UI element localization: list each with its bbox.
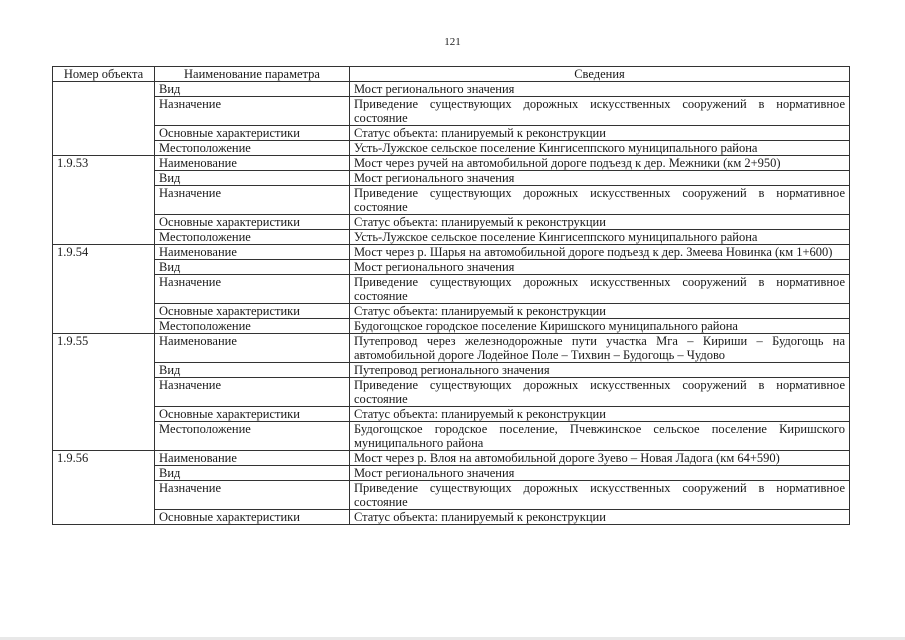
parameter-cell: Наименование [155, 245, 350, 260]
parameter-cell: Вид [155, 260, 350, 275]
table-row [53, 363, 850, 378]
table-row [53, 319, 850, 334]
parameter-cell: Вид [155, 363, 350, 378]
parameter-cell: Наименование [155, 451, 350, 466]
table-row [53, 304, 850, 319]
table-row [53, 126, 850, 141]
table-row [53, 156, 850, 171]
header-details: Сведения [350, 67, 850, 82]
parameter-cell: Наименование [155, 334, 350, 363]
table-row [53, 378, 850, 407]
value-cell: Путепровод регионального значения [350, 363, 850, 378]
parameter-cell: Местоположение [155, 141, 350, 156]
parameter-cell: Назначение [155, 97, 350, 126]
table-row [53, 422, 850, 451]
object-number-cell: 1.9.54 [53, 245, 155, 334]
value-cell: Усть-Лужское сельское поселение Кингисеппского муниципального района [350, 230, 850, 245]
table-row [53, 481, 850, 510]
table-row [53, 97, 850, 126]
header-parameter-name: Наименование параметра [155, 67, 350, 82]
table-row [53, 82, 850, 97]
parameter-cell: Назначение [155, 481, 350, 510]
page-number: 121 [444, 36, 461, 48]
header-object-number: Номер объекта [53, 67, 155, 82]
value-cell: Приведение существующих дорожных искусственных сооружений в нормативное состояние [350, 186, 850, 215]
value-cell: Усть-Лужское сельское поселение Кингисеппского муниципального района [350, 141, 850, 156]
object-number-cell: 1.9.55 [53, 334, 155, 451]
value-cell: Статус объекта: планируемый к реконструкции [350, 126, 850, 141]
value-cell: Приведение существующих дорожных искусственных сооружений в нормативное состояние [350, 378, 850, 407]
value-cell: Будогощское городское поселение, Пчевжинское сельское поселение Киришского муниципального района [350, 422, 850, 451]
value-cell: Статус объекта: планируемый к реконструкции [350, 304, 850, 319]
parameter-cell: Местоположение [155, 319, 350, 334]
table-row [53, 171, 850, 186]
value-cell: Статус объекта: планируемый к реконструкции [350, 407, 850, 422]
parameter-cell: Назначение [155, 275, 350, 304]
parameter-cell: Наименование [155, 156, 350, 171]
value-cell: Мост через р. Влоя на автомобильной дороге Зуево – Новая Ладога (км 64+590) [350, 451, 850, 466]
objects-table [52, 66, 850, 525]
table-row [53, 230, 850, 245]
table-row [53, 215, 850, 230]
table-row [53, 245, 850, 260]
value-cell: Приведение существующих дорожных искусственных сооружений в нормативное состояние [350, 97, 850, 126]
parameter-cell: Вид [155, 82, 350, 97]
parameter-cell: Основные характеристики [155, 126, 350, 141]
parameter-cell: Местоположение [155, 230, 350, 245]
parameter-cell: Основные характеристики [155, 510, 350, 525]
value-cell: Статус объекта: планируемый к реконструкции [350, 215, 850, 230]
value-cell: Статус объекта: планируемый к реконструкции [350, 510, 850, 525]
object-number-cell: 1.9.56 [53, 451, 155, 525]
table-row [53, 334, 850, 363]
object-number-cell: 1.9.53 [53, 156, 155, 245]
parameter-cell: Назначение [155, 186, 350, 215]
object-number-cell [53, 82, 155, 156]
value-cell: Приведение существующих дорожных искусственных сооружений в нормативное состояние [350, 275, 850, 304]
value-cell: Мост через ручей на автомобильной дороге подъезд к дер. Межники (км 2+950) [350, 156, 850, 171]
parameter-cell: Назначение [155, 378, 350, 407]
parameter-cell: Вид [155, 466, 350, 481]
table-row [53, 141, 850, 156]
value-cell: Приведение существующих дорожных искусственных сооружений в нормативное состояние [350, 481, 850, 510]
value-cell: Мост регионального значения [350, 82, 850, 97]
parameter-cell: Основные характеристики [155, 215, 350, 230]
table-row [53, 466, 850, 481]
table-row [53, 510, 850, 525]
table-row [53, 407, 850, 422]
value-cell: Путепровод через железнодорожные пути участка Мга – Кириши – Будогощь на автомобильной дороге Лодейное Поле – Тихвин – Будогощь – Чудово [350, 334, 850, 363]
table-row [53, 451, 850, 466]
parameter-cell: Вид [155, 171, 350, 186]
table-header-row [53, 67, 850, 82]
table-row [53, 275, 850, 304]
table-row [53, 186, 850, 215]
parameter-cell: Местоположение [155, 422, 350, 451]
value-cell: Мост регионального значения [350, 260, 850, 275]
value-cell: Мост регионального значения [350, 171, 850, 186]
value-cell: Будогощское городское поселение Киришского муниципального района [350, 319, 850, 334]
value-cell: Мост через р. Шарья на автомобильной дороге подъезд к дер. Змеева Новинка (км 1+600) [350, 245, 850, 260]
parameter-cell: Основные характеристики [155, 304, 350, 319]
value-cell: Мост регионального значения [350, 466, 850, 481]
table-row [53, 260, 850, 275]
parameter-cell: Основные характеристики [155, 407, 350, 422]
